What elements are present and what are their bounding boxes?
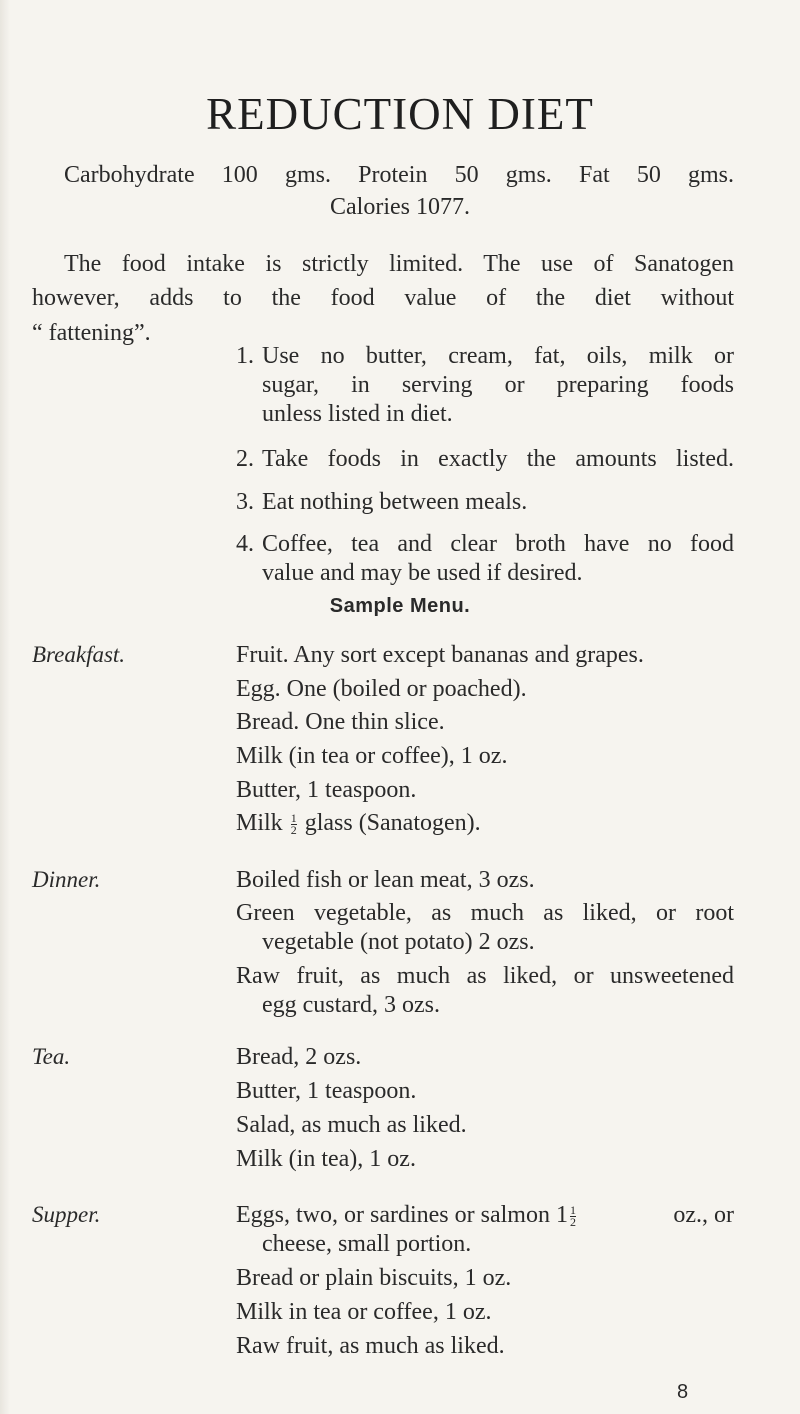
half-fraction: $\frac{1}{2}$: [569, 1202, 576, 1229]
rule-number: 2.: [236, 446, 254, 472]
rule-number: 4.: [236, 531, 254, 557]
menu-item: Fruit. Any sort except bananas and grapes.: [236, 642, 644, 668]
menu-item-milk-glass: [236, 808, 481, 838]
menu-item: Boiled fish or lean meat, 3 ozs.: [236, 867, 535, 893]
menu-item: Butter, 1 teaspoon.: [236, 777, 417, 803]
glass-text: glass (Sanatogen).: [304, 810, 481, 836]
intro-line-3: “ fattening”.: [32, 320, 151, 346]
supper-oz-text: oz., or: [673, 1202, 734, 1228]
menu-item: Bread, 2 ozs.: [236, 1044, 362, 1070]
menu-item: Butter, 1 teaspoon.: [236, 1078, 417, 1104]
rule-line: sugar, in serving or preparing foods: [262, 372, 734, 398]
menu-item: Bread. One thin slice.: [236, 709, 445, 735]
meal-label-breakfast: Breakfast.: [32, 642, 126, 667]
menu-item: vegetable (not potato) 2 ozs.: [262, 929, 535, 955]
half-fraction: $\frac{1}{2}$: [290, 810, 297, 837]
supper-eggs-text: Eggs, two, or sardines or salmon 1 $\frac{1}{2}$: [236, 1202, 576, 1229]
rule-number: 3.: [236, 489, 254, 515]
menu-item: cheese, small portion.: [262, 1231, 472, 1257]
menu-item: Milk (in tea or coffee), 1 oz.: [236, 743, 508, 769]
meal-label-tea: Tea.: [32, 1044, 71, 1069]
rule-line: Eat nothing between meals.: [262, 489, 528, 515]
page-number: 8: [677, 1381, 689, 1403]
meal-label-dinner: Dinner.: [32, 867, 101, 892]
milk-word: Milk: [236, 810, 283, 836]
menu-item: Green vegetable, as much as liked, or root: [236, 900, 734, 926]
intro-line-1: The food intake is strictly limited. The use of Sanatogen: [64, 251, 734, 277]
menu-item: egg custard, 3 ozs.: [262, 992, 440, 1018]
menu-item: Milk in tea or coffee, 1 oz.: [236, 1299, 492, 1325]
menu-item: Egg. One (boiled or poached).: [236, 676, 527, 702]
page-title: REDUCTION DIET: [206, 89, 594, 139]
rule-line: Use no butter, cream, fat, oils, milk or: [262, 343, 734, 369]
calories-line: Calories 1077.: [330, 194, 470, 220]
rule-line: Coffee, tea and clear broth have no food: [262, 531, 734, 557]
menu-item: Raw fruit, as much as liked, or unsweetened: [236, 963, 734, 989]
rule-number: 1.: [236, 343, 254, 369]
menu-item: Bread or plain biscuits, 1 oz.: [236, 1265, 512, 1291]
menu-item: Salad, as much as liked.: [236, 1112, 467, 1138]
menu-heading: Sample Menu.: [329, 595, 471, 617]
rule-line: unless listed in diet.: [262, 401, 453, 427]
rule-line: value and may be used if desired.: [262, 560, 583, 586]
intro-line-2: however, adds to the food value of the diet without: [32, 285, 734, 311]
meal-label-supper: Supper.: [32, 1202, 101, 1227]
rule-line: Take foods in exactly the amounts listed.: [262, 446, 734, 472]
menu-item-supper-first: [236, 1200, 734, 1230]
menu-item: Raw fruit, as much as liked.: [236, 1333, 505, 1359]
menu-item: Milk (in tea), 1 oz.: [236, 1146, 416, 1172]
nutrient-summary: Carbohydrate 100 gms. Protein 50 gms. Fat 50 gms.: [64, 162, 734, 188]
